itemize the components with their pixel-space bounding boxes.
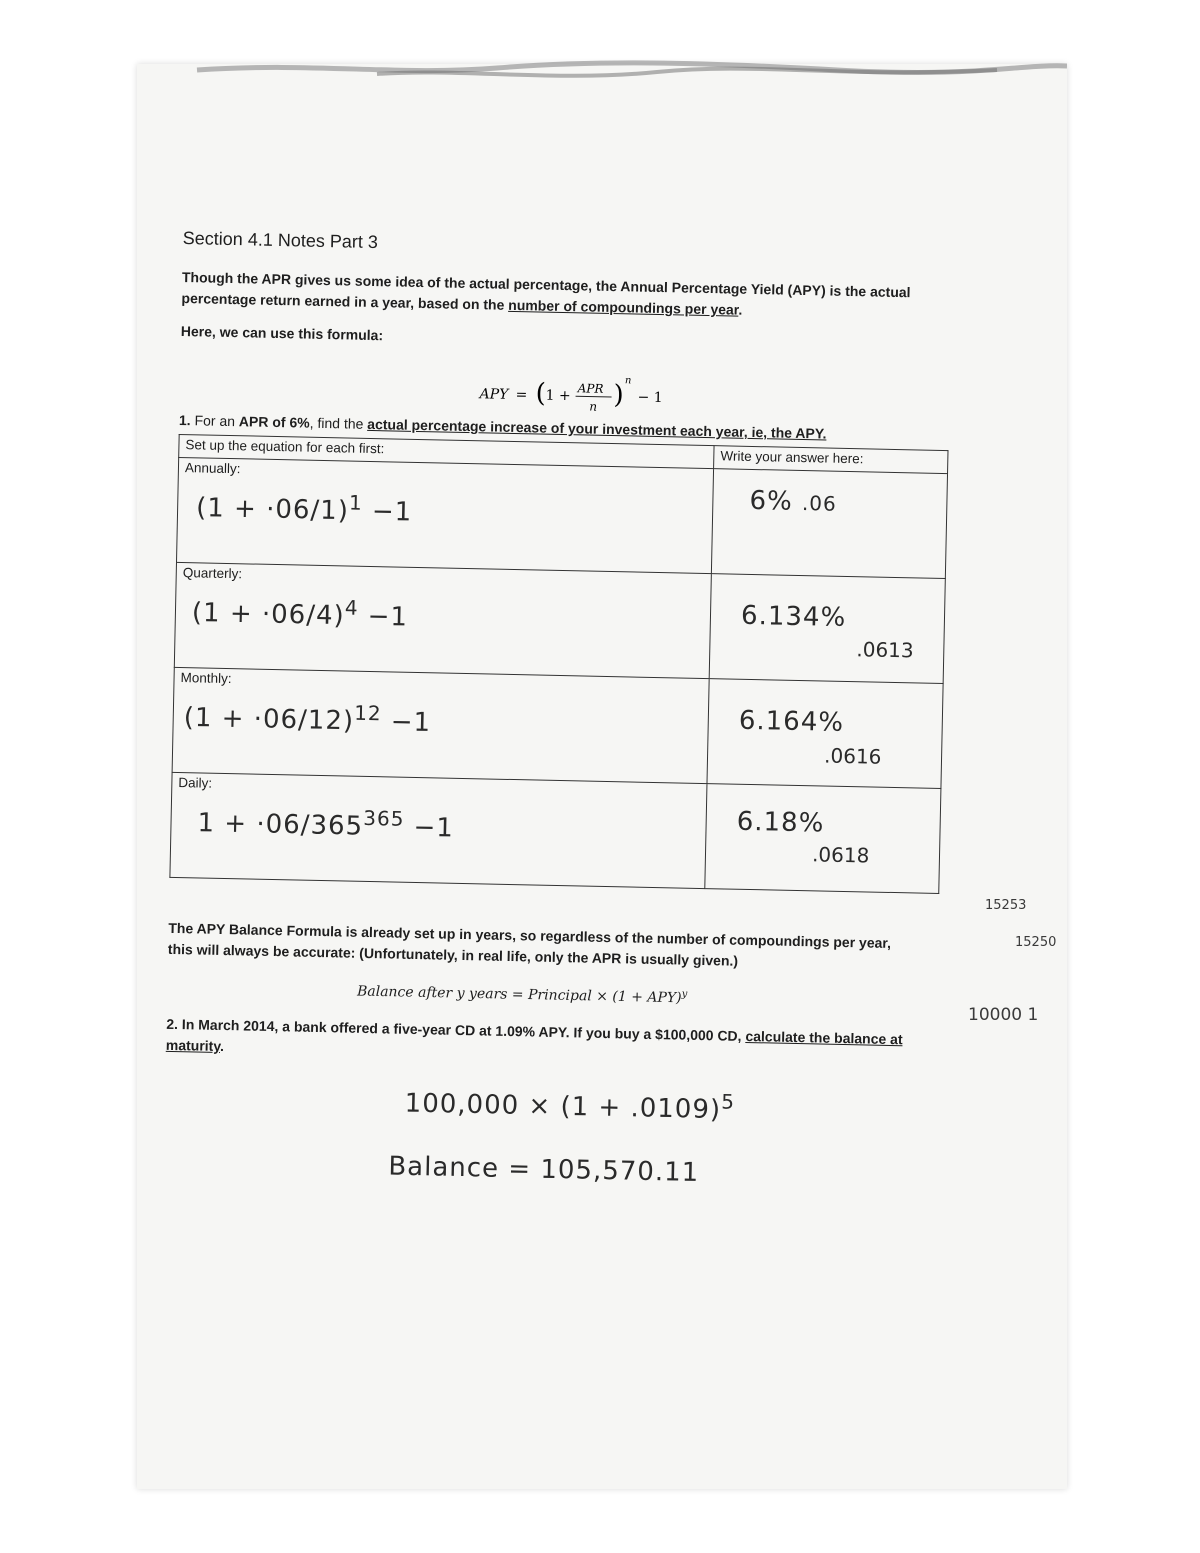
formula-fraction-bar <box>576 396 612 397</box>
handwritten-calculation <box>404 1082 955 1129</box>
work-tail: −1 <box>367 601 409 633</box>
q2-bold-a: five-year CD <box>393 1020 476 1038</box>
intro-apy-name: Annual Percentage Yield (APY) <box>620 278 826 299</box>
q2-text-e: . <box>219 1037 225 1054</box>
q2-text-b: at <box>475 1021 496 1039</box>
work-main: (1 + ·06/12) <box>183 702 355 737</box>
intro-apr: APR <box>261 270 292 288</box>
q2-text-a: In March 2014, a bank offered a <box>177 1015 394 1037</box>
paper-crumple-edge <box>137 58 1067 92</box>
handwritten-decimal <box>812 842 933 869</box>
formula-lead <box>181 321 971 359</box>
work-cell-monthly <box>172 667 709 783</box>
intro-underlined: number of compoundings per year <box>508 296 739 318</box>
q1-underlined: actual percentage increase of your investment each year, ie, the APY. <box>367 415 827 442</box>
work-tail: −1 <box>390 707 432 738</box>
q1-bold: APR of 6% <box>238 413 310 431</box>
work-tail: −1 <box>371 496 413 528</box>
work-exp: 1 <box>348 490 364 515</box>
formula-one: 1 + <box>545 387 571 405</box>
formula-lparen: ( <box>535 378 547 409</box>
answer-cell-daily <box>705 784 941 894</box>
answer-percent: 6.134% <box>740 600 847 633</box>
table-row <box>170 772 941 893</box>
answer-cell-quarterly <box>709 574 945 684</box>
answer-decimal: .06 <box>801 491 838 516</box>
margin-note-3: 10000 1 <box>968 1005 1039 1025</box>
handwritten-answer <box>741 601 939 635</box>
intro-text-c: is the actual percentage return earned in a year, based on the <box>181 282 911 313</box>
table-row <box>176 457 947 578</box>
work-cell-daily <box>170 772 707 888</box>
work-cell-quarterly <box>174 562 711 678</box>
formula-num: APR <box>577 381 604 396</box>
answer-percent: 6% <box>749 485 794 517</box>
handwritten-work <box>192 592 705 638</box>
handwritten-work <box>197 802 700 848</box>
intro-text-d: . <box>738 301 743 318</box>
work-main: (1 + ·06/1) <box>195 492 350 527</box>
answer-percent: 6.18% <box>736 806 825 839</box>
handwritten-answer <box>736 807 934 841</box>
intro-text-b: gives us some idea of the actual percentage, the <box>290 271 621 295</box>
q2-text-d: , <box>737 1027 746 1044</box>
q2-text-c: . If you buy a <box>565 1023 656 1042</box>
q2-number: 2. <box>166 1015 179 1032</box>
answer-cell-annually <box>711 469 947 579</box>
work-exp: 365 <box>363 805 405 831</box>
work-tail: −1 <box>413 812 455 844</box>
formula-rparen: ) <box>613 380 625 411</box>
q1-text-b: , find the <box>309 414 368 432</box>
balance-formula <box>357 982 957 1012</box>
answer-cell-monthly <box>707 679 943 789</box>
intro-paragraph <box>181 267 972 326</box>
work-exp: 12 <box>353 700 382 726</box>
work-main: 1 + ·06/365 <box>197 808 364 842</box>
calc-exp: 5 <box>721 1089 736 1114</box>
formula-eq: = <box>515 387 528 404</box>
balance-paragraph <box>168 918 914 976</box>
row-label: Daily: <box>178 775 213 791</box>
right-header-text: Write your answer here: <box>720 448 864 467</box>
handwritten-work <box>196 487 707 533</box>
q1-number: 1. <box>178 411 191 429</box>
balance-text: The APY Balance Formula is already set up in years, so regardless of the number of compoundings per year, this will always be accurate: (Unfortunately, in real life, only the APR is usually given.) <box>167 919 892 969</box>
work-exp: 4 <box>344 595 359 620</box>
answer-percent: 6.164% <box>738 705 845 738</box>
formula-den: n <box>589 399 598 414</box>
q2-bold-c: $100,000 CD <box>654 1025 738 1044</box>
handwritten-decimal <box>824 744 935 770</box>
worksheet-content <box>163 228 973 1194</box>
formula-exp: n <box>624 375 632 387</box>
page-title: Section 4.1 Notes Part 3 <box>182 228 379 253</box>
handwritten-answer <box>739 706 937 740</box>
formula-lhs: APY <box>479 386 509 403</box>
handwritten-decimal <box>856 637 937 663</box>
answer-decimal: .0616 <box>823 743 882 769</box>
calc-work: 100,000 × (1 + .0109) <box>404 1088 722 1125</box>
answer-decimal: .0613 <box>856 637 914 663</box>
formula-minus: − 1 <box>637 389 663 407</box>
q2-underlined: calculate the balance at maturity <box>165 1027 903 1054</box>
left-header-text: Set up the equation for each first: <box>185 437 385 457</box>
question-2 <box>166 1013 927 1071</box>
intro-text-a: Though the <box>181 268 262 287</box>
formula-lead-text: Here, we can use this formula: <box>180 322 384 344</box>
handwritten-work <box>183 697 702 743</box>
row-label: Quarterly: <box>182 565 243 582</box>
work-main: (1 + ·06/4) <box>191 597 346 632</box>
balance-answer: Balance = 105,570.11 <box>388 1151 700 1189</box>
work-cell-annually <box>176 457 713 573</box>
answer-decimal: .0618 <box>811 842 870 868</box>
balance-formula-text: Balance after y years = Principal × (1 + APY) <box>356 983 682 1007</box>
handwritten-answer <box>749 486 941 520</box>
margin-note-2: 15250 <box>1015 935 1057 950</box>
balance-formula-exp: y <box>681 988 688 1000</box>
table-row <box>172 667 943 788</box>
row-label: Annually: <box>184 460 241 477</box>
q1-text-a: For an <box>190 412 240 430</box>
q2-bold-b: 1.09% APY <box>495 1022 566 1040</box>
margin-note-1: 15253 <box>985 898 1027 913</box>
apy-table <box>169 434 948 894</box>
table-row <box>174 562 945 683</box>
row-label: Monthly: <box>180 670 232 687</box>
